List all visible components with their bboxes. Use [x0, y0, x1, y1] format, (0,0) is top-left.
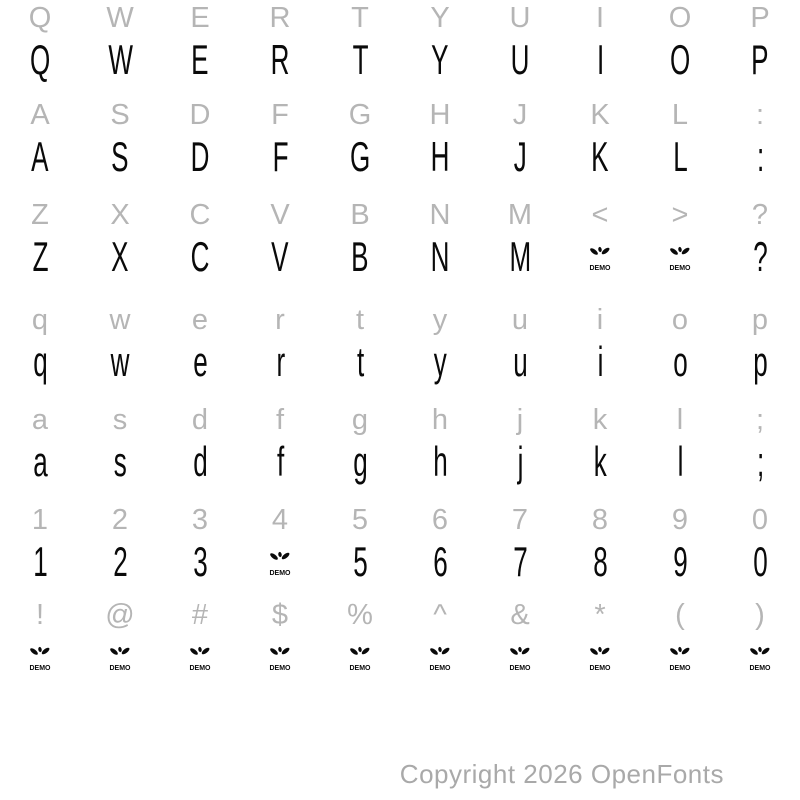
rendered-char-glyph: ; — [756, 438, 764, 485]
reference-char: % — [347, 599, 373, 631]
reference-char: W — [106, 2, 134, 34]
rendered-char-glyph: C — [190, 233, 210, 280]
reference-char: g — [351, 404, 369, 436]
rendered-char-glyph: r — [275, 338, 285, 385]
rendered-char — [720, 37, 800, 85]
rendered-char-glyph: T — [352, 36, 368, 83]
reference-char: J — [512, 99, 528, 131]
demo-glyph-cell — [480, 634, 560, 682]
rendered-char-glyph: J — [513, 133, 527, 180]
rendered-char-glyph: 1 — [33, 538, 47, 585]
reference-char: R — [269, 2, 291, 34]
rendered-char-glyph: H — [430, 133, 450, 180]
demo-placeholder-icon — [267, 644, 293, 671]
rendered-char-glyph: : — [756, 133, 764, 180]
rendered-char-glyph: 2 — [113, 538, 127, 585]
rendered-char — [640, 134, 720, 182]
demo-glyph-cell — [80, 634, 160, 682]
reference-char: q — [31, 304, 49, 336]
rendered-char-glyph: y — [433, 338, 447, 385]
rendered-char-glyph: h — [433, 438, 447, 485]
rendered-char — [240, 37, 320, 85]
rendered-char-glyph: 8 — [593, 538, 607, 585]
rendered-char — [320, 539, 400, 587]
rendered-char-glyph: X — [111, 233, 129, 280]
char-row-uppercase-top — [0, 2, 800, 85]
reference-char: C — [189, 199, 211, 231]
rendered-char-glyph: O — [670, 36, 690, 83]
rendered-char-glyph: s — [113, 438, 127, 485]
char-row-uppercase-bottom — [0, 199, 800, 282]
demo-placeholder-label: DEMO — [429, 665, 451, 671]
rendered-char — [160, 339, 240, 387]
rendered-char — [400, 234, 480, 282]
rendered-char-glyph: l — [677, 438, 683, 485]
demo-placeholder-icon — [107, 644, 133, 671]
char-row-lowercase-home — [0, 404, 800, 487]
reference-char: T — [351, 2, 369, 34]
reference-char: H — [429, 99, 451, 131]
rendered-char-glyph: B — [351, 233, 369, 280]
demo-glyph-cell — [240, 539, 320, 587]
reference-char: X — [110, 199, 130, 231]
rendered-char — [480, 37, 560, 85]
rendered-char — [480, 134, 560, 182]
char-row-digits — [0, 504, 800, 587]
rendered-char — [240, 439, 320, 487]
demo-placeholder-label: DEMO — [669, 265, 691, 271]
rendered-char — [480, 234, 560, 282]
demo-glyph-cell — [640, 234, 720, 282]
demo-placeholder-label: DEMO — [269, 665, 291, 671]
rendered-char — [320, 37, 400, 85]
reference-char: h — [431, 404, 449, 436]
demo-placeholder-icon — [587, 644, 613, 671]
rendered-char-glyph: j — [517, 438, 523, 485]
reference-char: p — [751, 304, 769, 336]
demo-glyph-cell — [560, 634, 640, 682]
reference-char: ! — [35, 599, 45, 631]
demo-placeholder-label: DEMO — [349, 665, 371, 671]
rendered-char-glyph: Y — [431, 36, 449, 83]
demo-placeholder-label: DEMO — [669, 665, 691, 671]
demo-placeholder-label: DEMO — [509, 665, 531, 671]
rendered-char — [560, 134, 640, 182]
reference-char: # — [191, 599, 209, 631]
rendered-char-glyph: 7 — [513, 538, 527, 585]
demo-placeholder-icon — [587, 244, 613, 271]
reference-char: G — [348, 99, 372, 131]
copyright-text: Copyright 2026 OpenFonts — [399, 759, 724, 789]
rendered-char — [320, 134, 400, 182]
rendered-char — [0, 37, 80, 85]
rendered-char — [160, 37, 240, 85]
rendered-row — [0, 436, 800, 487]
reference-char: 0 — [751, 504, 769, 536]
rendered-char-glyph: 5 — [353, 538, 367, 585]
reference-char: 3 — [191, 504, 209, 536]
demo-placeholder-label: DEMO — [589, 665, 611, 671]
rendered-char — [240, 339, 320, 387]
rendered-char-glyph: f — [276, 438, 284, 485]
reference-char: ) — [755, 599, 765, 631]
rendered-char-glyph: M — [509, 233, 531, 280]
rendered-char-glyph: ? — [753, 233, 767, 280]
reference-char: r — [275, 304, 285, 336]
reference-char: d — [191, 404, 209, 436]
rendered-char-glyph: q — [33, 338, 47, 385]
reference-char: : — [755, 99, 765, 131]
rendered-char-glyph: i — [597, 338, 603, 385]
rendered-char-glyph: W — [108, 36, 132, 83]
rendered-char-glyph: u — [513, 338, 527, 385]
reference-char: & — [510, 599, 530, 631]
demo-glyph-cell — [160, 634, 240, 682]
rendered-char — [320, 234, 400, 282]
rendered-char — [400, 339, 480, 387]
demo-glyph-cell — [560, 234, 640, 282]
reference-char: 8 — [591, 504, 609, 536]
rendered-char-glyph: Z — [32, 233, 48, 280]
rendered-char — [0, 234, 80, 282]
rendered-char — [400, 37, 480, 85]
demo-placeholder-label: DEMO — [189, 665, 211, 671]
reference-row — [0, 404, 800, 436]
rendered-char — [720, 339, 800, 387]
reference-char: f — [275, 404, 285, 436]
rendered-char-glyph: L — [673, 133, 687, 180]
rendered-char — [640, 539, 720, 587]
rendered-char-glyph: k — [593, 438, 607, 485]
rendered-char-glyph: E — [191, 36, 209, 83]
rendered-char — [0, 339, 80, 387]
demo-placeholder-icon — [427, 644, 453, 671]
reference-char: U — [509, 2, 531, 34]
rendered-char-glyph: g — [353, 438, 367, 485]
reference-char: > — [671, 199, 689, 231]
reference-char: ? — [751, 199, 769, 231]
reference-char: $ — [271, 599, 289, 631]
rendered-row — [0, 336, 800, 387]
rendered-char — [560, 37, 640, 85]
reference-char: 1 — [31, 504, 49, 536]
rendered-char-glyph: e — [193, 338, 207, 385]
rendered-char — [0, 439, 80, 487]
rendered-char — [80, 339, 160, 387]
rendered-char-glyph: A — [31, 133, 49, 180]
reference-row — [0, 2, 800, 34]
char-row-uppercase-home — [0, 99, 800, 182]
reference-char: j — [516, 404, 524, 436]
rendered-char-glyph: V — [271, 233, 289, 280]
rendered-char — [80, 37, 160, 85]
reference-char: F — [271, 99, 289, 131]
demo-placeholder-label: DEMO — [29, 665, 51, 671]
rendered-char — [720, 439, 800, 487]
rendered-char — [320, 339, 400, 387]
rendered-char — [400, 134, 480, 182]
demo-placeholder-label: DEMO — [749, 665, 771, 671]
reference-char: Z — [31, 199, 49, 231]
rendered-char-glyph: I — [596, 36, 604, 83]
reference-char: S — [110, 99, 130, 131]
rendered-char — [160, 439, 240, 487]
reference-char: l — [676, 404, 684, 436]
reference-row — [0, 99, 800, 131]
rendered-char-glyph: K — [591, 133, 609, 180]
demo-placeholder-icon — [27, 644, 53, 671]
rendered-char — [720, 539, 800, 587]
demo-glyph-cell — [640, 634, 720, 682]
rendered-char-glyph: R — [270, 36, 290, 83]
rendered-char — [480, 339, 560, 387]
rendered-char — [0, 134, 80, 182]
rendered-char-glyph: d — [193, 438, 207, 485]
rendered-char — [640, 339, 720, 387]
reference-char: t — [355, 304, 365, 336]
rendered-char-glyph: t — [356, 338, 364, 385]
rendered-row — [0, 231, 800, 282]
demo-placeholder-icon — [347, 644, 373, 671]
reference-char: i — [596, 304, 604, 336]
rendered-char — [720, 134, 800, 182]
reference-char: K — [590, 99, 610, 131]
demo-placeholder-icon — [267, 549, 293, 576]
demo-placeholder-label: DEMO — [269, 570, 291, 576]
demo-placeholder-label: DEMO — [589, 265, 611, 271]
rendered-char — [80, 439, 160, 487]
rendered-char-glyph: N — [430, 233, 450, 280]
rendered-char-glyph: 3 — [193, 538, 207, 585]
rendered-char — [560, 339, 640, 387]
reference-char: E — [190, 2, 210, 34]
demo-glyph-cell — [240, 634, 320, 682]
demo-placeholder-icon — [747, 644, 773, 671]
reference-char: s — [112, 404, 128, 436]
rendered-char-glyph: Q — [30, 36, 50, 83]
reference-char: P — [750, 2, 770, 34]
reference-char: * — [594, 599, 606, 631]
rendered-char — [160, 539, 240, 587]
reference-char: 6 — [431, 504, 449, 536]
reference-char: Q — [28, 2, 52, 34]
reference-char: @ — [105, 599, 135, 631]
rendered-char — [80, 539, 160, 587]
rendered-char-glyph: U — [510, 36, 530, 83]
rendered-char-glyph: w — [110, 338, 130, 385]
rendered-char-glyph: S — [111, 133, 129, 180]
demo-glyph-cell — [400, 634, 480, 682]
reference-char: O — [668, 2, 692, 34]
reference-char: L — [671, 99, 689, 131]
reference-char: V — [270, 199, 290, 231]
rendered-row — [0, 34, 800, 85]
reference-char: u — [511, 304, 529, 336]
reference-char: Y — [430, 2, 450, 34]
demo-placeholder-icon — [507, 644, 533, 671]
rendered-char — [160, 234, 240, 282]
rendered-row — [0, 536, 800, 587]
rendered-char — [320, 439, 400, 487]
rendered-char — [720, 234, 800, 282]
reference-row — [0, 504, 800, 536]
reference-char: 7 — [511, 504, 529, 536]
reference-char: D — [189, 99, 211, 131]
reference-char: o — [671, 304, 689, 336]
rendered-char — [640, 37, 720, 85]
rendered-char — [240, 134, 320, 182]
demo-glyph-cell — [0, 634, 80, 682]
demo-glyph-cell — [720, 634, 800, 682]
reference-char: 4 — [271, 504, 289, 536]
reference-char: A — [30, 99, 50, 131]
reference-char: M — [507, 199, 533, 231]
rendered-char-glyph: a — [33, 438, 47, 485]
rendered-row — [0, 131, 800, 182]
rendered-char-glyph: p — [753, 338, 767, 385]
demo-glyph-cell — [320, 634, 400, 682]
rendered-char-glyph: P — [751, 36, 769, 83]
rendered-char-glyph: G — [350, 133, 370, 180]
rendered-char — [80, 234, 160, 282]
char-row-symbols — [0, 599, 800, 682]
reference-char: ( — [675, 599, 685, 631]
char-row-lowercase-top — [0, 304, 800, 387]
demo-placeholder-icon — [667, 244, 693, 271]
reference-row — [0, 599, 800, 631]
rendered-char — [0, 539, 80, 587]
reference-char: k — [592, 404, 608, 436]
reference-char: e — [191, 304, 209, 336]
rendered-char-glyph: 9 — [673, 538, 687, 585]
rendered-row — [0, 631, 800, 682]
rendered-char — [560, 539, 640, 587]
reference-char: ; — [755, 404, 765, 436]
rendered-char-glyph: F — [272, 133, 288, 180]
rendered-char — [240, 234, 320, 282]
reference-char: I — [595, 2, 605, 34]
reference-char: B — [350, 199, 370, 231]
reference-char: < — [591, 199, 609, 231]
rendered-char — [560, 439, 640, 487]
demo-placeholder-label: DEMO — [109, 665, 131, 671]
rendered-char — [160, 134, 240, 182]
rendered-char — [640, 439, 720, 487]
rendered-char — [480, 539, 560, 587]
reference-char: w — [109, 304, 131, 336]
rendered-char — [80, 134, 160, 182]
reference-char: N — [429, 199, 451, 231]
demo-placeholder-icon — [187, 644, 213, 671]
rendered-char-glyph: 0 — [753, 538, 767, 585]
reference-char: 5 — [351, 504, 369, 536]
reference-char: ^ — [433, 599, 447, 631]
rendered-char — [480, 439, 560, 487]
reference-row — [0, 199, 800, 231]
demo-placeholder-icon — [667, 644, 693, 671]
rendered-char — [400, 539, 480, 587]
rendered-char-glyph: D — [190, 133, 210, 180]
reference-row — [0, 304, 800, 336]
reference-char: y — [432, 304, 448, 336]
reference-char: 9 — [671, 504, 689, 536]
reference-char: 2 — [111, 504, 129, 536]
rendered-char-glyph: o — [673, 338, 687, 385]
reference-char: a — [31, 404, 49, 436]
rendered-char-glyph: 6 — [433, 538, 447, 585]
rendered-char — [400, 439, 480, 487]
